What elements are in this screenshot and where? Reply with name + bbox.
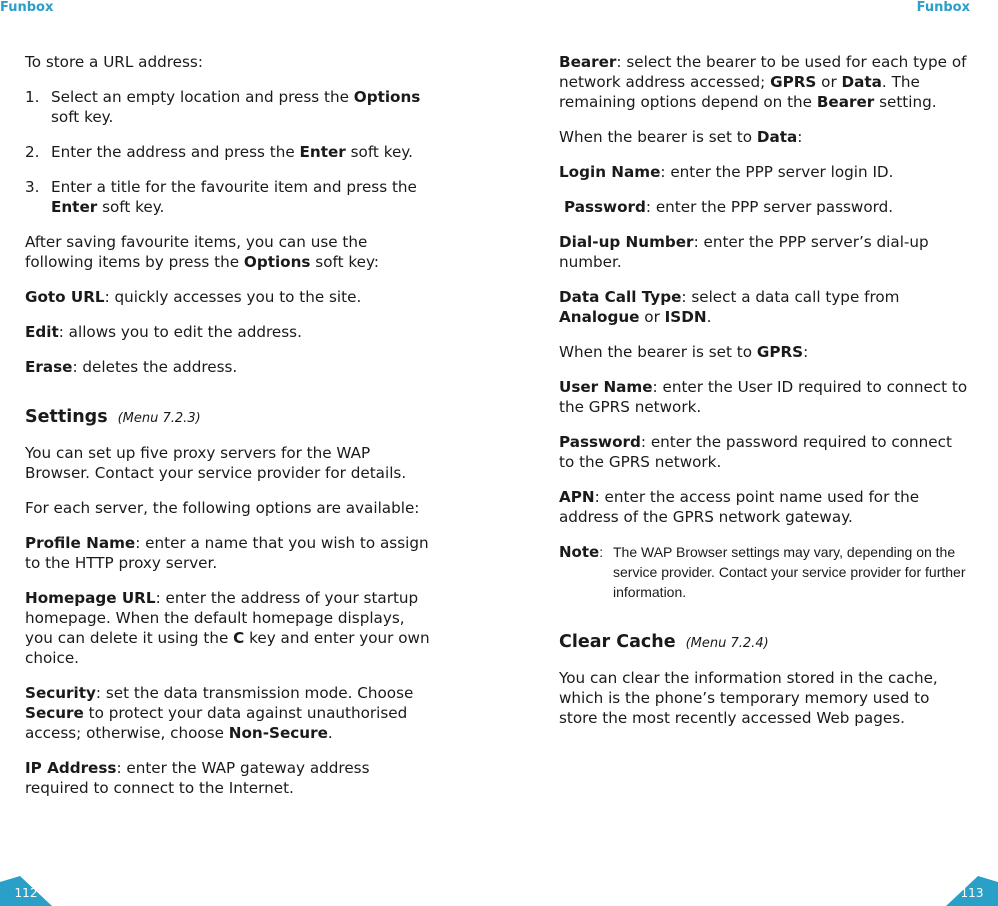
ip-address-item: IP Address: enter the WAP gateway address required to connect to the Internet. [25, 759, 370, 797]
settings-options-intro: For each server, the following options are available: [25, 499, 420, 517]
steps-list [25, 87, 437, 217]
dialup-number-item: Dial-up Number: enter the PPP server’s dial-up number. [559, 233, 929, 271]
edit-item: Edit: allows you to edit the address. [25, 323, 302, 341]
page-header: Funbox [0, 0, 54, 15]
list-item: 2. Enter the address and press the Enter soft key. [25, 143, 413, 161]
apn-item: APN: enter the access point name used for the address of the GPRS network gateway. [559, 488, 920, 526]
note: Note: The WAP Browser settings may vary, depending on the service provider. Contact your service provider for further information. [559, 543, 966, 600]
page-number: 112 [14, 886, 38, 900]
homepage-url-item: Homepage URL: enter the address of your startup homepage. When the default homepage displays, you can delete it using the C key and enter your own choice. [25, 589, 430, 667]
when-gprs-text: When the bearer is set to GPRS: [559, 343, 809, 361]
user-name-item: User Name: enter the User ID required to connect to the GPRS network. [559, 378, 968, 416]
after-saving-text: After saving favourite items, you can use the following items by press the Options soft key: [25, 233, 379, 271]
list-item: 3. Enter a title for the favourite item and press the Enter soft key. [25, 178, 417, 216]
password-gprs-item: Password: enter the password required to connect to the GPRS network. [559, 433, 952, 471]
left-content [25, 52, 437, 813]
menu-reference: (Menu 7.2.4) [685, 636, 769, 651]
profile-name-item: Profile Name: enter a name that you wish to assign to the HTTP proxy server. [25, 534, 429, 572]
when-data-text: When the bearer is set to Data: [559, 128, 803, 146]
page-number-badge [0, 876, 52, 906]
page-number: 113 [960, 886, 984, 900]
security-item: Security: set the data transmission mode. Choose Secure to protect your data against unauthorised access; otherwise, choose Non-Secure. [25, 684, 414, 742]
password-item: Password: enter the PPP server password. [564, 198, 894, 216]
clear-cache-paragraph: You can clear the information stored in the cache, which is the phone’s temporary memory used to store the most recently accessed Web pages. [559, 669, 938, 727]
settings-paragraph: You can set up five proxy servers for the WAP Browser. Contact your service provider for details. [25, 444, 407, 482]
login-name-item: Login Name: enter the PPP server login ID. [559, 163, 894, 181]
list-item: 1. Select an empty location and press the Options soft key. [25, 88, 421, 126]
intro-text: To store a URL address: [25, 53, 203, 71]
settings-heading: Settings (Menu 7.2.3) [25, 407, 201, 427]
bearer-item: Bearer: select the bearer to be used for each type of network address accessed; GPRS or Data. The remaining options depend on the Bearer setting. [559, 53, 967, 111]
page-number-badge [946, 876, 998, 906]
clear-cache-heading: Clear Cache (Menu 7.2.4) [559, 632, 769, 652]
data-call-type-item: Data Call Type: select a data call type from Analogue or ISDN. [559, 288, 900, 326]
goto-url-item: Goto URL: quickly accesses you to the site. [25, 288, 362, 306]
page-header: Funbox [916, 0, 970, 15]
right-content [559, 52, 971, 743]
erase-item: Erase: deletes the address. [25, 358, 238, 376]
right-page [499, 0, 998, 906]
menu-reference: (Menu 7.2.3) [117, 411, 201, 426]
